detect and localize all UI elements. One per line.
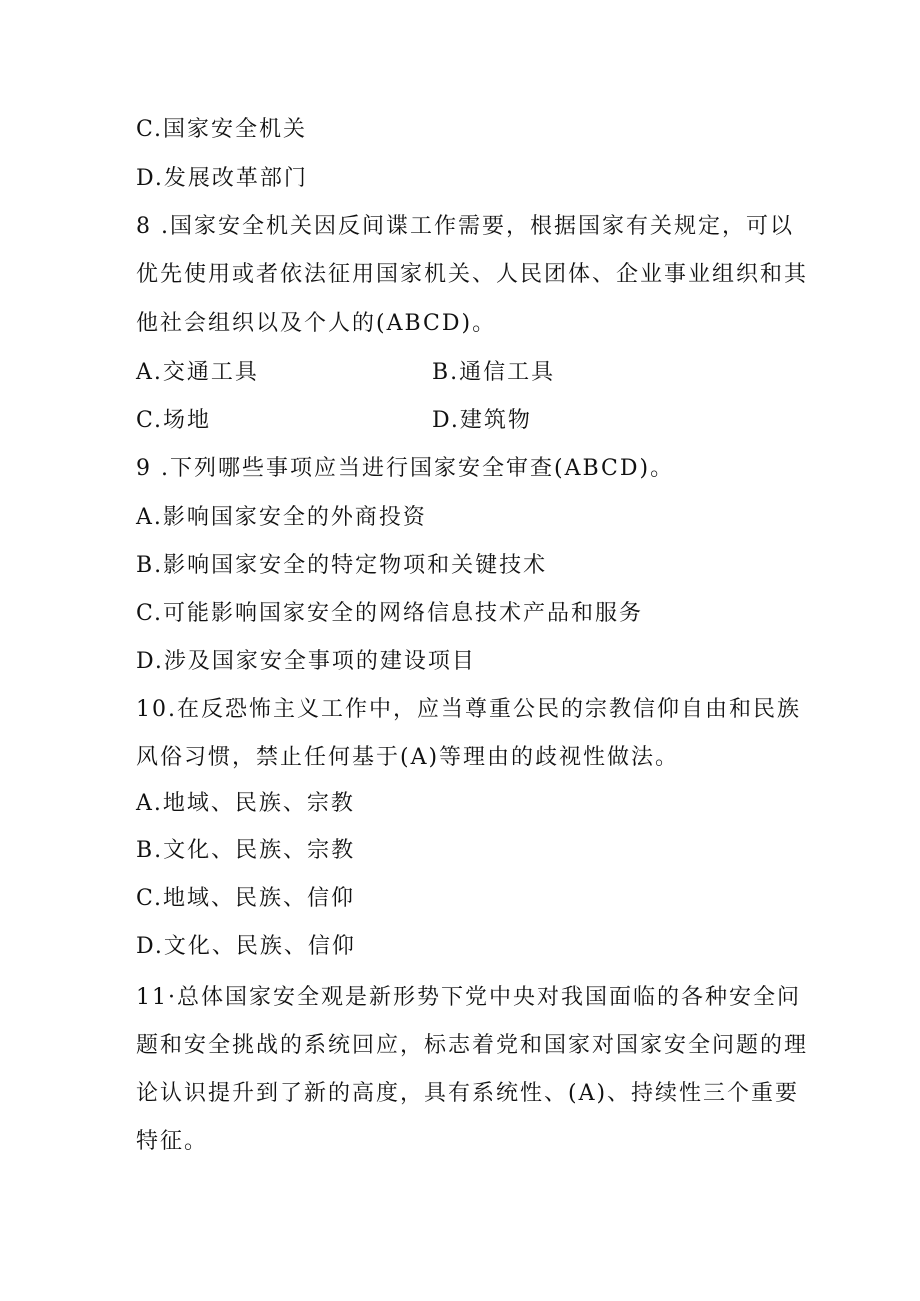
q11-stem-line-2: 题和安全挑战的系统回应，标志着党和国家对国家安全问题的理: [136, 1033, 809, 1058]
q10-stem-line-2: 风俗习惯，禁止任何基于(A)等理由的歧视性做法。: [136, 745, 680, 770]
q8-option-b: B.通信工具: [432, 360, 556, 385]
q8-stem-line-3: 他社会组织以及个人的(ABCD)。: [136, 311, 497, 336]
q10-option-d: D.文化、民族、信仰: [136, 934, 356, 959]
q8-option-a: A.交通工具: [136, 360, 259, 385]
q7-option-d: D.发展改革部门: [136, 166, 308, 191]
q10-option-b: B.文化、民族、宗教: [136, 838, 356, 863]
q7-option-c: C.国家安全机关: [136, 117, 308, 142]
q8-stem-line-2: 优先使用或者依法征用国家机关、人民团体、企业事业组织和其: [136, 262, 809, 287]
q9-option-a: A.影响国家安全的外商投资: [136, 505, 427, 530]
q9-option-c: C.可能影响国家安全的网络信息技术产品和服务: [136, 601, 644, 626]
q11-stem-line-3: 论认识提升到了新的高度，具有系统性、(A)、持续性三个重要: [136, 1081, 800, 1106]
q8-option-d: D.建筑物: [432, 408, 532, 433]
q11-stem-line-4: 特征。: [136, 1129, 209, 1154]
q10-stem-line-1: 10.在反恐怖主义工作中，应当尊重公民的宗教信仰自由和民族: [136, 697, 801, 722]
q10-option-c: C.地域、民族、信仰: [136, 886, 356, 911]
q10-option-a: A.地域、民族、宗教: [136, 791, 355, 816]
q8-stem-line-1: 8 .国家安全机关因反间谍工作需要，根据国家有关规定，可以: [136, 214, 794, 239]
q9-option-b: B.影响国家安全的特定物项和关键技术: [136, 553, 548, 578]
q8-option-c: C.场地: [136, 408, 212, 433]
q9-stem-line-1: 9 .下列哪些事项应当进行国家安全审查(ABCD)。: [136, 456, 675, 481]
q11-stem-line-1: 11·总体国家安全观是新形势下党中央对我国面临的各种安全问: [136, 985, 801, 1010]
q9-option-d: D.涉及国家安全事项的建设项目: [136, 649, 476, 674]
